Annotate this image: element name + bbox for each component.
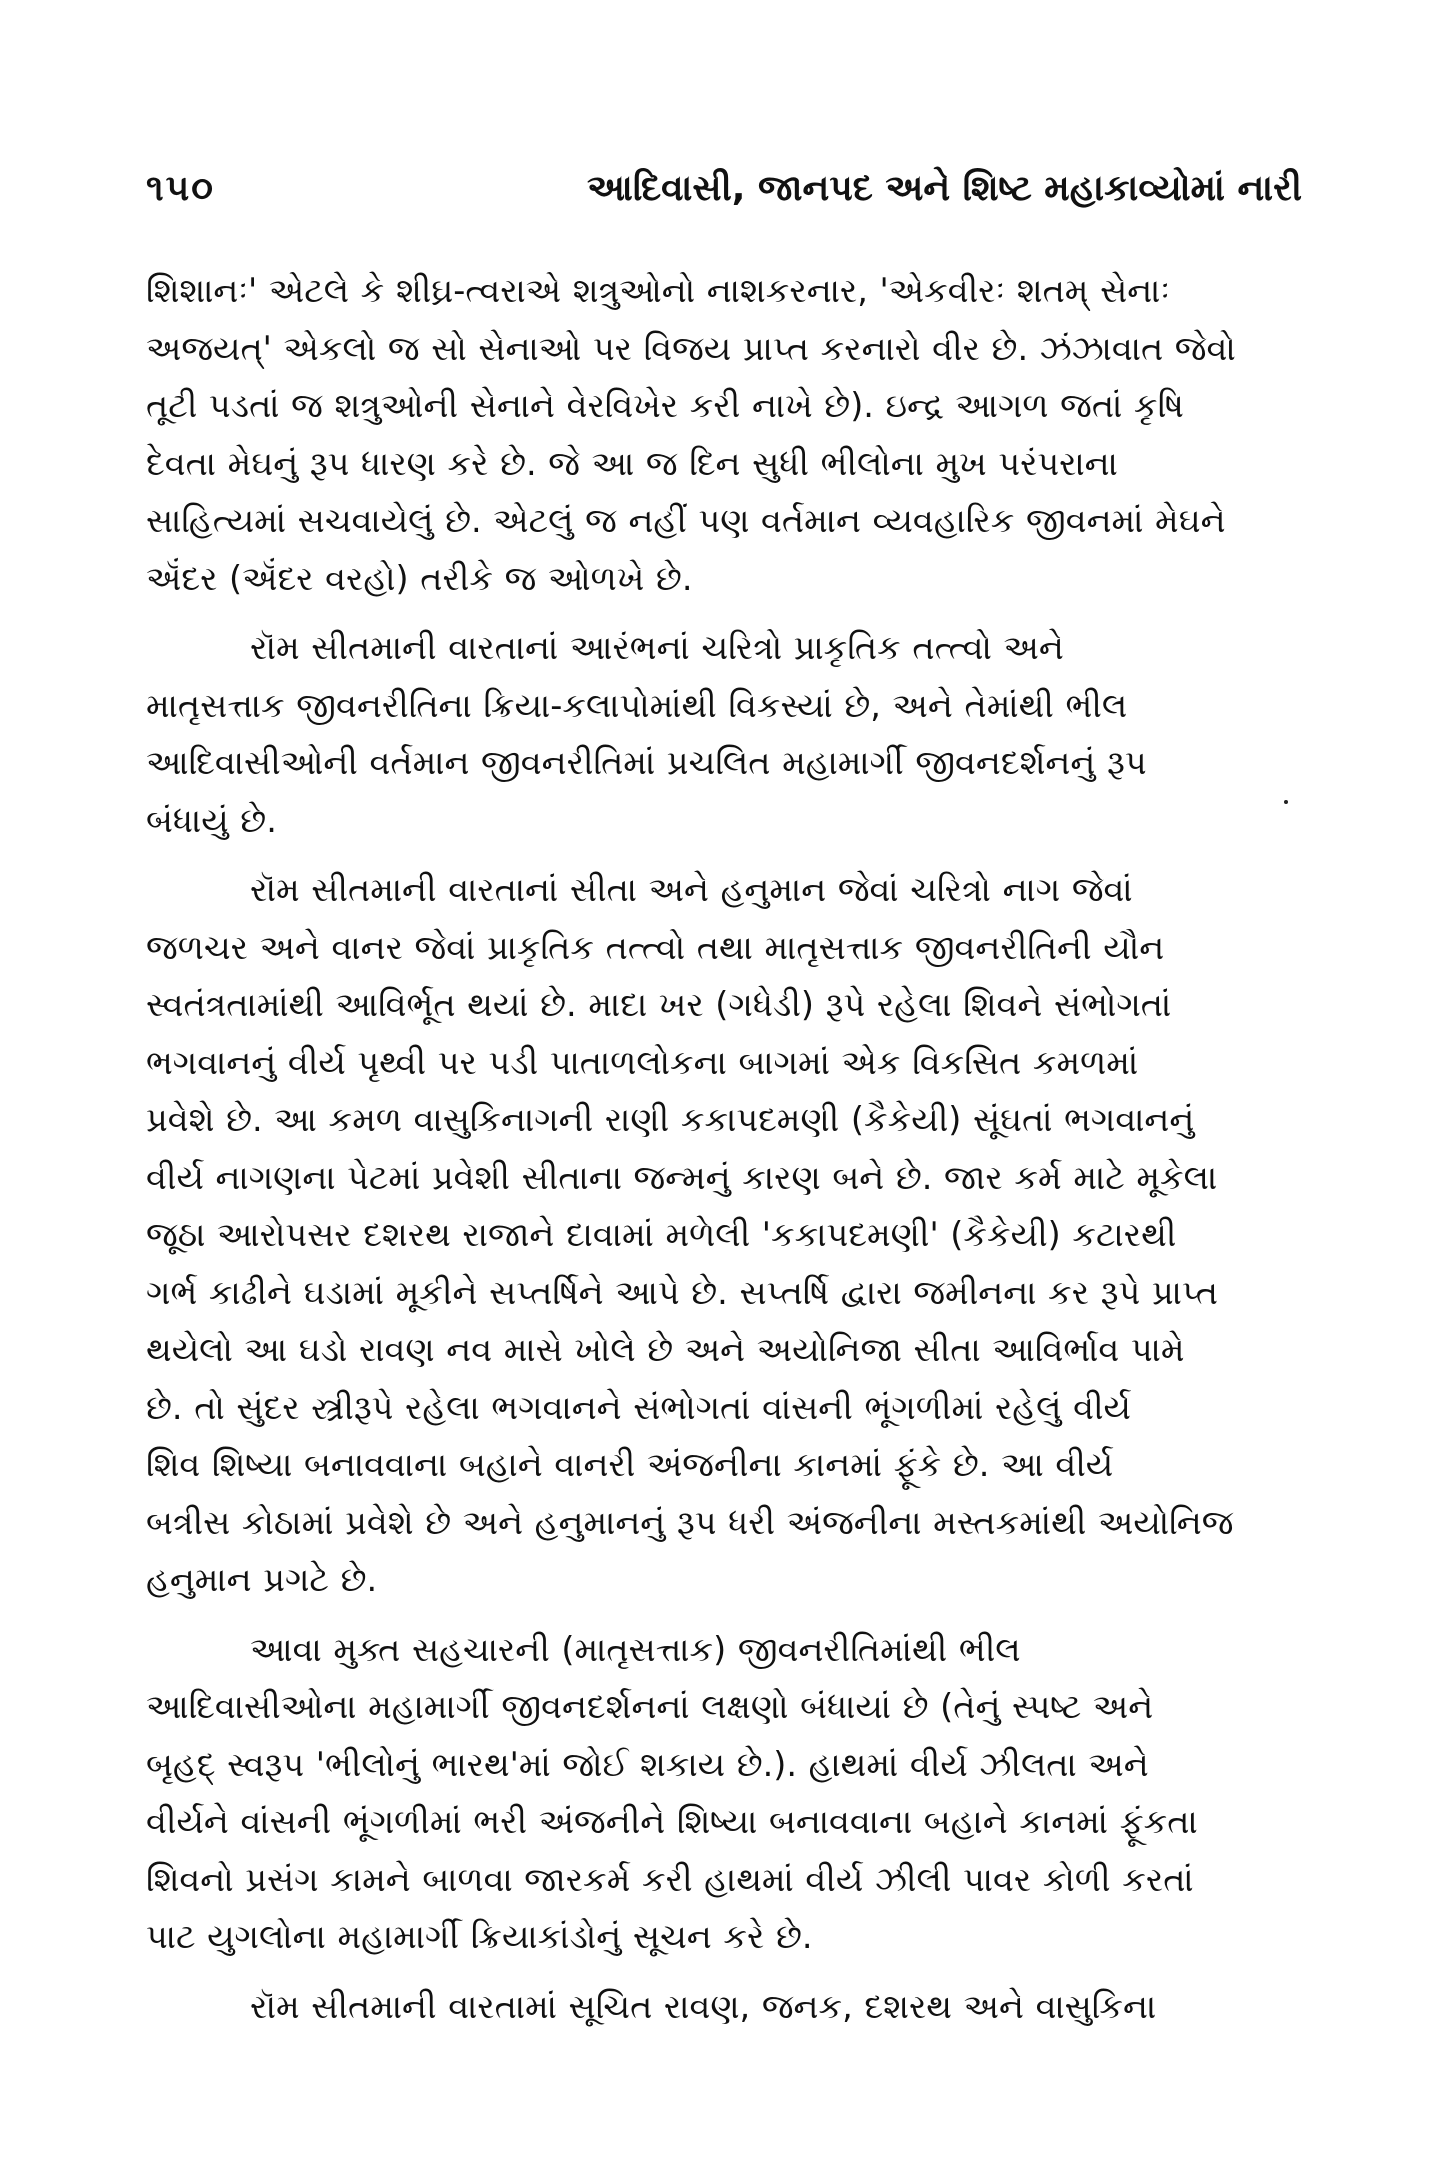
paragraph-ram-sitama-origins: રૉમ સીતમાની વારતાનાં આરંભનાં ચરિત્રો પ્રાકૃતિક તત્ત્વો અને માતૃસત્તાક જીવનરીતિના ક્રિયા-કલાપોમાંથી વિકસ્યાં છે, અને તેમાંથી ભીલ આદિવાસીઓની વર્તમાન જીવનરીતિમાં પ્રચલિત મહામાર્ગી જીવનદર્શનનું રૂપ બંધાયું છે.: [146, 628, 1147, 840]
paragraph-sita-hanuman: રૉમ સીતમાની વારતાનાં સીતા અને હનુમાન જેવાં ચરિત્રો નાગ જેવાં જળચર અને વાનર જેવાં પ્રાકૃતિક તત્ત્વો તથા માતૃસત્તાક જીવનરીતિની યૌન સ્વતંત્રતામાંથી આવિર્ભૂત થયાં છે. માદા ખર (ગધેડી) રૂપે રહેલા શિવને સંભોગતાં ભગવાનનું વીર્ય પૃથ્વી પર પડી પાતાળલોકના બાગમાં એક વિકસિત કમળમાં પ્રવેશે છે. આ કમળ વાસુકિનાગની રાણી કકાપદમણી (કૈકેયી) સૂંઘતાં ભગવાનનું વીર્ય નાગણના પેટમાં પ્રવેશી સીતાના જન્મનું કારણ બને છે. જાર કર્મ માટે મૂકેલા જૂઠા આરોપસર દશરથ રાજાને દાવામાં મળેલી 'કકાપદમણી' (કૈકેયી) કટારથી ગર્ભ કાઢીને ઘડામાં મૂકીને સપ્તર્ષિને આપે છે. સપ્તર્ષિ દ્વારા જમીનના કર રૂપે પ્રાપ્ત થયેલો આ ઘડો રાવણ નવ માસે ખોલે છે અને અયોનિજા સીતા આવિર્ભાવ પામે છે. તો સુંદર સ્ત્રીરૂપે રહેલા ભગવાનને સંભોગતાં વાંસની ભૂંગળીમાં રહેલું વીર્ય શિવ શિષ્યા બનાવવાના બહાને વાનરી અંજનીના કાનમાં ફૂંકે છે. આ વીર્ય બત્રીસ કોઠામાં પ્રવેશે છે અને હનુમાનનું રૂપ ધરી અંજનીના મસ્તકમાંથી અયોનિજ હનુમાન પ્રગટે છે.: [146, 870, 1234, 1599]
page-number: ૧૫૦: [146, 168, 215, 209]
running-title: આદિવાસી, જાનપદ અને શિષ્ટ મહાકાવ્યોમાં નારી: [587, 168, 1302, 209]
paragraph-continuation: શિશાનઃ' એટલે કે શીઘ્ર-ત્વરાએ શત્રુઓનો નાશકરનાર, 'એકવીરઃ શતમ્ સેનાઃ અજયત્' એકલો જ સો સેનાઓ પર વિજય પ્રાપ્ત કરનારો વીર છે. ઝંઝાવાત જેવો તૂટી પડતાં જ શત્રુઓની સેનાને વેરવિખેર કરી નાખે છે). ઇન્દ્ર આગળ જતાં કૃષિ દેવતા મેઘનું રૂપ ધારણ કરે છે. જે આ જ દિન સુધી ભીલોના મુખ પરંપરાના સાહિત્યમાં સચવાયેલું છે. એટલું જ નહીં પણ વર્તમાન વ્યવહારિક જીવનમાં મેઘને ઍંદર (ઍંદર વરહો) તરીકે જ ઓળખે છે.: [146, 271, 1236, 598]
body-text: [146, 262, 1302, 2035]
page-header: [146, 168, 1302, 228]
paragraph-free-union: આવા મુક્ત સહચારની (માતૃસત્તાક) જીવનરીતિમાંથી ભીલ આદિવાસીઓના મહામાર્ગી જીવનદર્શનનાં લક્ષણો બંધાયાં છે (તેનું સ્પષ્ટ અને બૃહદ્ સ્વરૂપ 'ભીલોનું ભારથ'માં જોઈ શકાય છે.). હાથમાં વીર્ય ઝીલતા અને વીર્યને વાંસની ભૂંગળીમાં ભરી અંજનીને શિષ્યા બનાવવાના બહાને કાનમાં ફૂંકતા શિવનો પ્રસંગ કામને બાળવા જારકર્મ કરી હાથમાં વીર્ય ઝીલી પાવર કોળી કરતાં પાટ યુગલોના મહામાર્ગી ક્રિયાકાંડોનું સૂચન કરે છે.: [146, 1629, 1198, 1956]
print-speck: [1284, 800, 1288, 804]
paragraph-ravana-janaka: રૉમ સીતમાની વારતામાં સૂચિત રાવણ, જનક, દશરથ અને વાસુકિના: [250, 1986, 1157, 2026]
